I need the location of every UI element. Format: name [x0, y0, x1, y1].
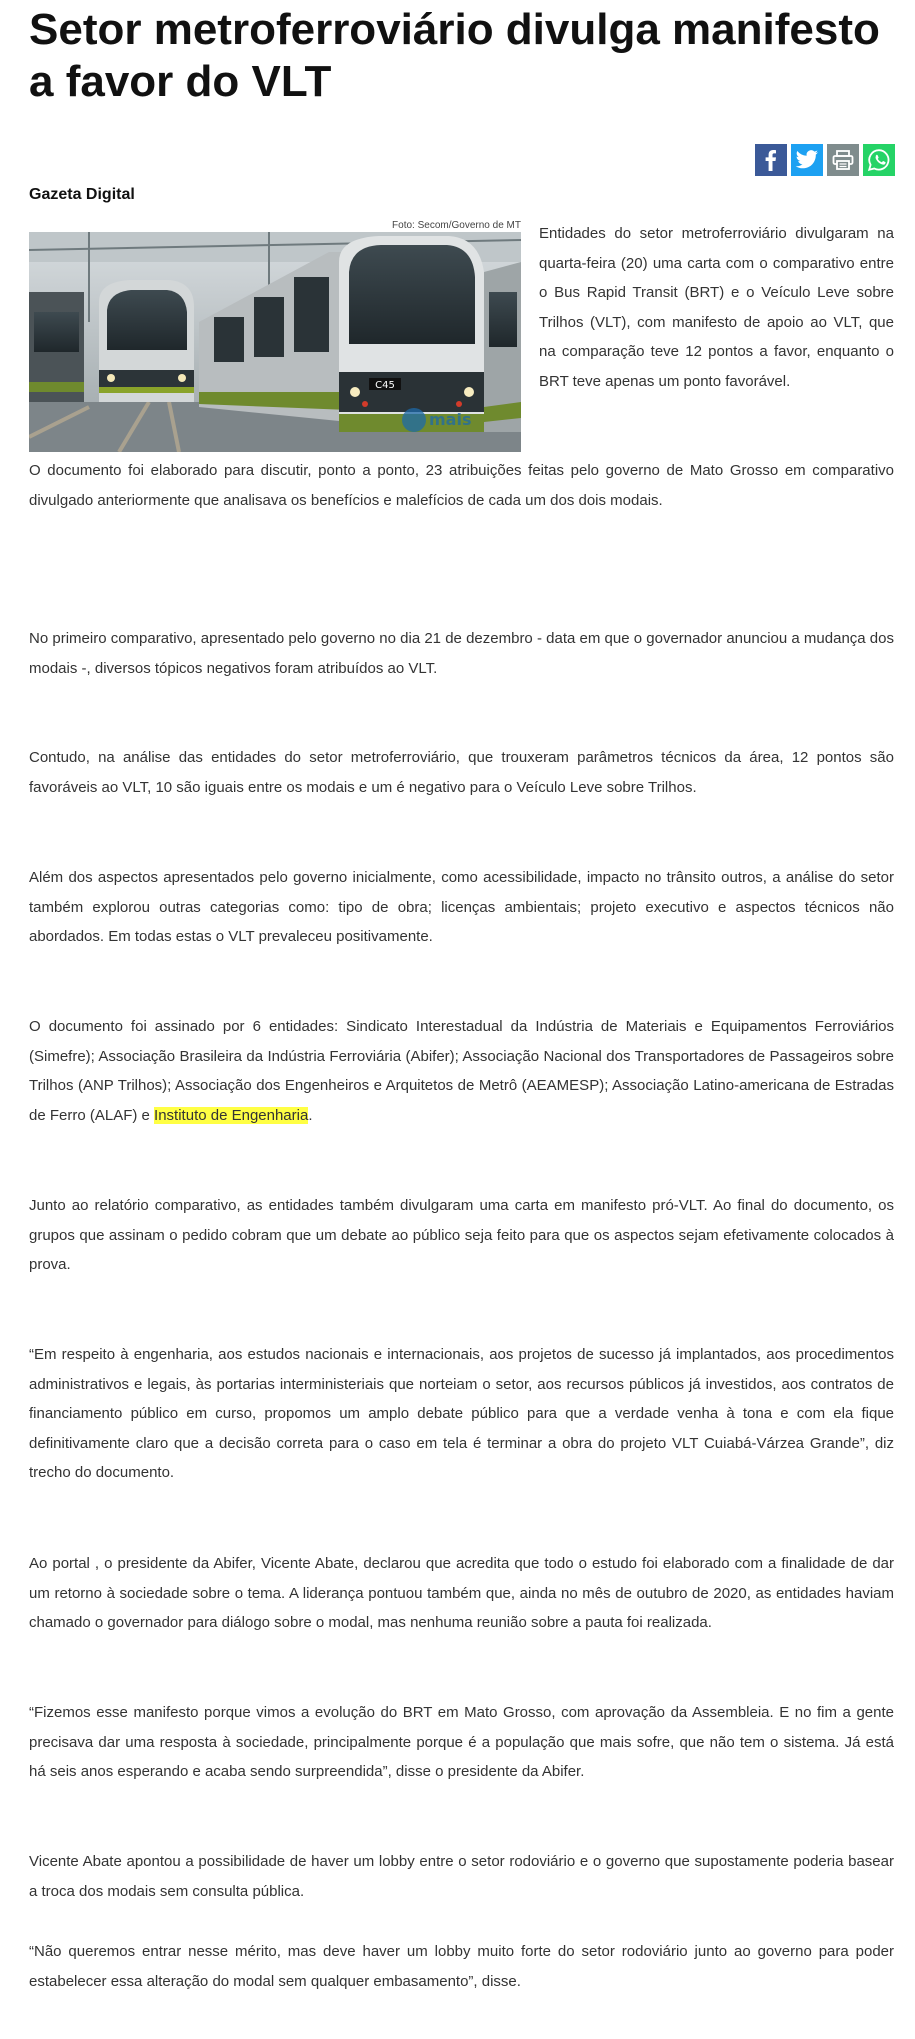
print-icon [832, 150, 854, 170]
vlt-train-photo [29, 232, 521, 452]
photo-credit: Foto: Secom/Governo de MT [392, 220, 521, 231]
article-paragraph: No primeiro comparativo, apresentado pelo governo no dia 21 de dezembro - data em que o governador anunciou a mudança dos modais -, diversos tópicos negativos foram atribuídos ao VLT. [29, 630, 894, 677]
facebook-icon [761, 149, 781, 171]
share-bar [755, 144, 895, 176]
facebook-share-button[interactable] [755, 144, 787, 176]
svg-text:C45: C45 [375, 380, 395, 391]
article-paragraph: O documento foi elaborado para discutir, ponto a ponto, 23 atribuições feitas pelo governo de Mato Grosso em comparativo divulgado anteriormente que analisava os benefícios e malefícios de cada um dos dois modais. [29, 462, 894, 509]
article-title: Setor metroferroviário divulga manifesto a favor do VLT [29, 5, 880, 106]
article-photo-figure [29, 219, 521, 452]
print-button[interactable] [827, 144, 859, 176]
signatories-paragraph [29, 1012, 894, 1130]
article-paragraph: Ao portal , o presidente da Abifer, Vicente Abate, declarou que acredita que todo o estudo foi elaborado com a finalidade de dar um retorno à sociedade sobre o tema. A liderança pontuou também que, ainda no mês de outubro de 2020, as entidades haviam chamado o governador para diálogo sobre o modal, mas nenhuma reunião sobre a pauta foi realizada. [29, 1555, 894, 1631]
whatsapp-share-button[interactable] [863, 144, 895, 176]
article-paragraph: Vicente Abate apontou a possibilidade de haver um lobby entre o setor rodoviário e o governo que supostamente poderia basear a troca dos modais sem consulta pública. [29, 1853, 894, 1900]
article-paragraph: Junto ao relatório comparativo, as entidades também divulgaram uma carta em manifesto pró-VLT. Ao final do documento, os grupos que assinam o pedido cobram que um debate ao público seja feito para que os aspectos sejam efetivamente colocados à prova. [29, 1197, 894, 1273]
photo-watermark: mais [429, 410, 472, 429]
article-paragraph: “Em respeito à engenharia, aos estudos nacionais e internacionais, aos projetos de sucesso já implantados, aos procedimentos administrativos e legais, às portarias interministeriais que norteiam o setor, aos recursos públicos já investidos, aos contratos de financiamento público em curso, propomos um amplo debate público para que a verdade venha à tona e com ela fique definitivamente claro que a decisão correta para o caso em tela é terminar a obra do projeto VLT Cuiabá-Várzea Grande”, diz trecho do documento. [29, 1346, 894, 1481]
article-paragraph: “Fizemos esse manifesto porque vimos a evolução do BRT em Mato Grosso, com aprovação da Assembleia. E no fim a gente precisava dar uma resposta à sociedade, principalmente porque é a população que mais sofre, que não tem o sistema. Já está há seis anos esperando e acaba sendo surpreendida”, disse o presidente da Abifer. [29, 1704, 894, 1780]
article-paragraph: “Não queremos entrar nesse mérito, mas deve haver um lobby muito forte do setor rodoviário junto ao governo para poder estabelecer essa alteração do modal sem qualquer embasamento”, disse. [29, 1943, 894, 1990]
whatsapp-icon [867, 148, 891, 172]
signatories-period: . [308, 1106, 313, 1124]
article-source: Gazeta Digital [29, 186, 135, 203]
twitter-icon [795, 150, 819, 170]
article-paragraph: Contudo, na análise das entidades do setor metroferroviário, que trouxeram parâmetros técnicos da área, 12 pontos são favoráveis ao VLT, 10 são iguais entre os modais e um é negativo para o Veículo Leve sobre Trilhos. [29, 749, 894, 796]
signatories-text: O documento foi assinado por 6 entidades: Sindicato Interestadual da Indústria de Materiais e Equipamentos Ferroviários (Simefre); Associação Brasileira da Indústria Ferroviária (Abifer); Associação Nacional dos Transportadores de Passageiros sobre Trilhos (ANP Trilhos); Associação dos Engenheiros e Arquitetos de Metrô (AEAMESP); Associação Latino-americana de Estradas de Ferro (ALAF) e [29, 1018, 894, 1124]
article-paragraph: Entidades do setor metroferroviário divulgaram na quarta-feira (20) uma carta com o comparativo entre o Bus Rapid Transit (BRT) e o Veículo Leve sobre Trilhos (VLT), com manifesto de apoio ao VLT, que na comparação teve 12 pontos a favor, enquanto o BRT teve apenas um ponto favorável. [539, 225, 894, 390]
highlighted-institute-name[interactable]: Instituto de Engenharia [154, 1106, 309, 1124]
article-paragraph: Além dos aspectos apresentados pelo governo inicialmente, como acessibilidade, impacto no trânsito outros, a análise do setor também explorou outras categorias como: tipo de obra; licenças ambientais; projeto executivo e aspectos técnicos não abordados. Em todas estas o VLT prevaleceu positivamente. [29, 869, 894, 945]
twitter-share-button[interactable] [791, 144, 823, 176]
